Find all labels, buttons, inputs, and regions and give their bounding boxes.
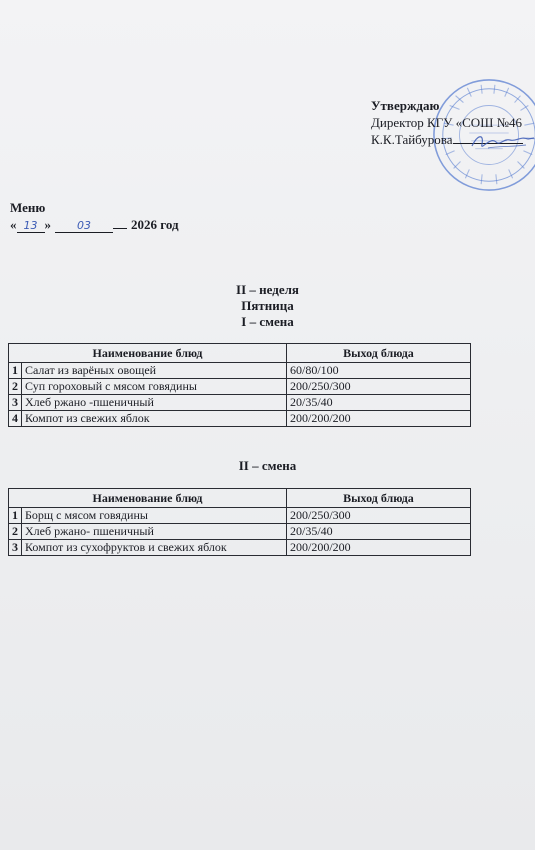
table-header-row — [9, 344, 471, 363]
menu-title: Меню — [10, 200, 46, 215]
table-row — [9, 363, 471, 379]
weekday-title: Пятница — [241, 298, 294, 313]
date-month-line — [113, 216, 127, 229]
row-number: 1 — [9, 363, 22, 379]
dish-name: Компот из свежих яблок — [22, 411, 287, 427]
table-row — [9, 524, 471, 540]
table-row — [9, 395, 471, 411]
date-day: 13 — [17, 219, 45, 233]
row-number: 2 — [9, 524, 22, 540]
shift1-title: I – смена — [241, 314, 294, 329]
dish-yield: 20/35/40 — [287, 524, 471, 540]
dish-name: Суп гороховый с мясом говядины — [22, 379, 287, 395]
shift2-table — [8, 488, 471, 556]
open-quote: « — [10, 217, 17, 232]
row-number: 3 — [9, 540, 22, 556]
dish-name: Хлеб ржано- пшеничный — [22, 524, 287, 540]
table-row — [9, 540, 471, 556]
row-number: 3 — [9, 395, 22, 411]
table-header-row — [9, 489, 471, 508]
approval-position: Директор КГУ «СОШ №46 — [371, 115, 522, 130]
row-number: 4 — [9, 411, 22, 427]
date-year: 2026 год — [131, 217, 179, 232]
dish-yield: 200/200/200 — [287, 540, 471, 556]
column-header-yield: Выход блюда — [287, 489, 471, 508]
dish-name: Хлеб ржано -пшеничный — [22, 395, 287, 411]
close-quote: » — [44, 217, 51, 232]
signature-icon — [468, 130, 535, 154]
dish-yield: 60/80/100 — [287, 363, 471, 379]
dish-yield: 200/250/300 — [287, 379, 471, 395]
dish-yield: 200/250/300 — [287, 508, 471, 524]
date-month: 03 — [55, 219, 113, 233]
table-row — [9, 508, 471, 524]
table-row — [9, 379, 471, 395]
shift2-title: II – смена — [238, 458, 297, 473]
week-title: II – неделя — [236, 282, 299, 297]
column-header-dish: Наименование блюд — [9, 489, 287, 508]
dish-name: Борщ с мясом говядины — [22, 508, 287, 524]
dish-yield: 200/200/200 — [287, 411, 471, 427]
shift1-table — [8, 343, 471, 427]
dish-yield: 20/35/40 — [287, 395, 471, 411]
dish-name: Салат из варёных овощей — [22, 363, 287, 379]
row-number: 1 — [9, 508, 22, 524]
approval-title: Утверждаю — [371, 98, 440, 113]
menu-date — [10, 216, 179, 233]
approval-name: К.К.Тайбурова — [371, 132, 453, 147]
table-row — [9, 411, 471, 427]
dish-name: Компот из сухофруктов и свежих яблок — [22, 540, 287, 556]
row-number: 2 — [9, 379, 22, 395]
menu-header — [10, 199, 179, 233]
column-header-dish: Наименование блюд — [9, 344, 287, 363]
column-header-yield: Выход блюда — [287, 344, 471, 363]
